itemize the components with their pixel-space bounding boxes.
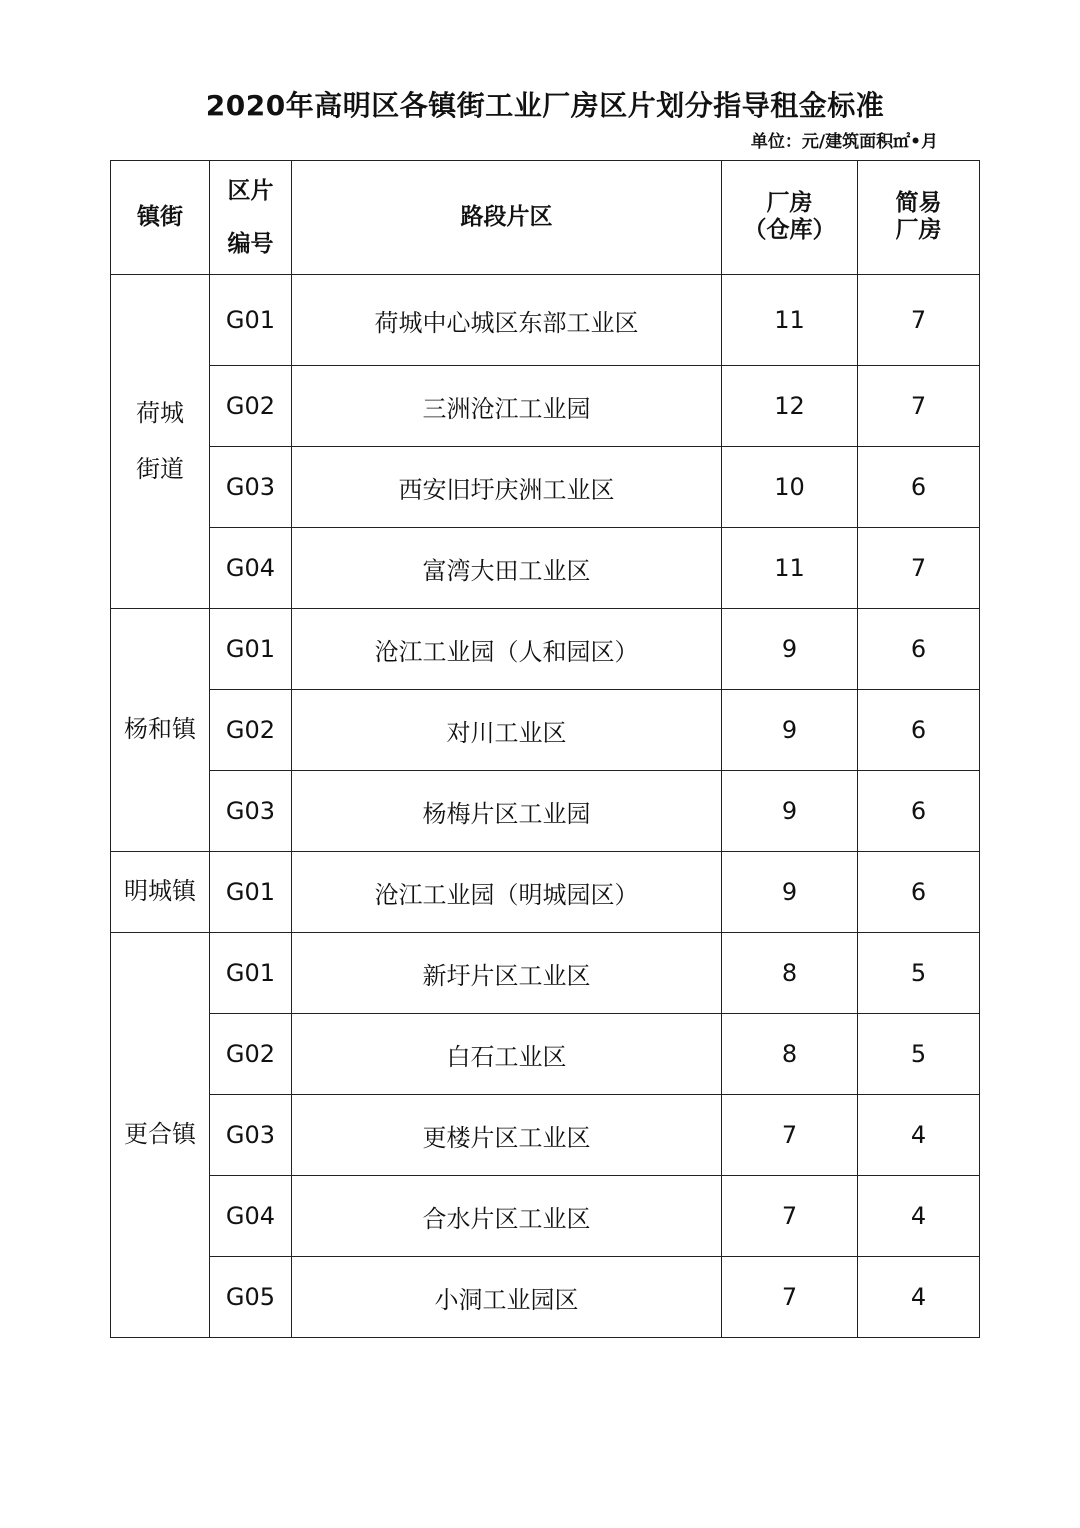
zone-code: G03	[210, 447, 292, 528]
header-simple-line2: 厂房	[895, 216, 942, 243]
simple-factory-rent: 6	[858, 609, 980, 690]
area-name: 沧江工业园（明城园区）	[292, 852, 722, 933]
factory-rent: 8	[722, 1014, 858, 1095]
unit-label: 单位：元/建筑面积㎡•月	[750, 132, 938, 152]
area-name: 对川工业区	[292, 690, 722, 771]
document-title: 2020年高明区各镇街工业厂房区片划分指导租金标准	[205, 89, 885, 122]
area-name: 杨梅片区工业园	[292, 771, 722, 852]
factory-rent: 11	[722, 275, 858, 366]
factory-rent: 12	[722, 366, 858, 447]
area-name: 合水片区工业区	[292, 1176, 722, 1257]
table-row	[111, 771, 980, 852]
simple-factory-rent: 7	[858, 366, 980, 447]
simple-factory-rent: 6	[858, 690, 980, 771]
rent-standard-table	[110, 160, 980, 1338]
area-name: 荷城中心城区东部工业区	[292, 275, 722, 366]
table-row	[111, 933, 980, 1014]
town-cell: 明城镇	[111, 852, 210, 933]
factory-rent: 7	[722, 1176, 858, 1257]
header-factory-line2: （仓库）	[743, 216, 836, 243]
simple-factory-rent: 5	[858, 1014, 980, 1095]
town-cell: 更合镇	[111, 933, 210, 1338]
header-zone-code-line2: 编号	[227, 230, 274, 257]
zone-code: G02	[210, 366, 292, 447]
table-row	[111, 447, 980, 528]
table-row	[111, 1014, 980, 1095]
simple-factory-rent: 4	[858, 1095, 980, 1176]
factory-rent: 9	[722, 690, 858, 771]
simple-factory-rent: 6	[858, 852, 980, 933]
town-name-line1: 荷城	[136, 399, 184, 428]
simple-factory-rent: 6	[858, 447, 980, 528]
table-row	[111, 528, 980, 609]
zone-code: G02	[210, 690, 292, 771]
factory-rent: 9	[722, 852, 858, 933]
zone-code: G01	[210, 933, 292, 1014]
factory-rent: 9	[722, 609, 858, 690]
header-zone-code	[210, 161, 292, 275]
table-row	[111, 366, 980, 447]
simple-factory-rent: 6	[858, 771, 980, 852]
factory-rent: 8	[722, 933, 858, 1014]
table-row	[111, 690, 980, 771]
area-name: 更楼片区工业区	[292, 1095, 722, 1176]
zone-code: G02	[210, 1014, 292, 1095]
header-factory	[722, 161, 858, 275]
zone-code: G05	[210, 1257, 292, 1338]
area-name: 小洞工业园区	[292, 1257, 722, 1338]
table-row	[111, 1257, 980, 1338]
simple-factory-rent: 4	[858, 1176, 980, 1257]
header-factory-line1: 厂房	[766, 190, 813, 217]
zone-code: G01	[210, 852, 292, 933]
simple-factory-rent: 4	[858, 1257, 980, 1338]
zone-code: G01	[210, 275, 292, 366]
area-name: 沧江工业园（人和园区）	[292, 609, 722, 690]
header-simple-factory	[858, 161, 980, 275]
zone-code: G03	[210, 1095, 292, 1176]
table-row	[111, 1095, 980, 1176]
town-cell: 杨和镇	[111, 609, 210, 852]
zone-code: G01	[210, 609, 292, 690]
table-header-row	[111, 161, 980, 275]
area-name: 西安旧圩庆洲工业区	[292, 447, 722, 528]
header-town: 镇街	[111, 161, 210, 275]
header-area: 路段片区	[292, 161, 722, 275]
table-row	[111, 1176, 980, 1257]
factory-rent: 10	[722, 447, 858, 528]
factory-rent: 9	[722, 771, 858, 852]
simple-factory-rent: 5	[858, 933, 980, 1014]
simple-factory-rent: 7	[858, 528, 980, 609]
area-name: 富湾大田工业区	[292, 528, 722, 609]
header-zone-code-line1: 区片	[227, 177, 274, 204]
town-name-line2: 街道	[136, 454, 184, 483]
area-name: 新圩片区工业区	[292, 933, 722, 1014]
table-row	[111, 275, 980, 366]
zone-code: G04	[210, 1176, 292, 1257]
factory-rent: 7	[722, 1257, 858, 1338]
factory-rent: 11	[722, 528, 858, 609]
table-row	[111, 609, 980, 690]
table-row	[111, 852, 980, 933]
area-name: 三洲沧江工业园	[292, 366, 722, 447]
header-simple-line1: 简易	[895, 190, 942, 217]
area-name: 白石工业区	[292, 1014, 722, 1095]
zone-code: G03	[210, 771, 292, 852]
simple-factory-rent: 7	[858, 275, 980, 366]
town-cell	[111, 275, 210, 609]
zone-code: G04	[210, 528, 292, 609]
factory-rent: 7	[722, 1095, 858, 1176]
